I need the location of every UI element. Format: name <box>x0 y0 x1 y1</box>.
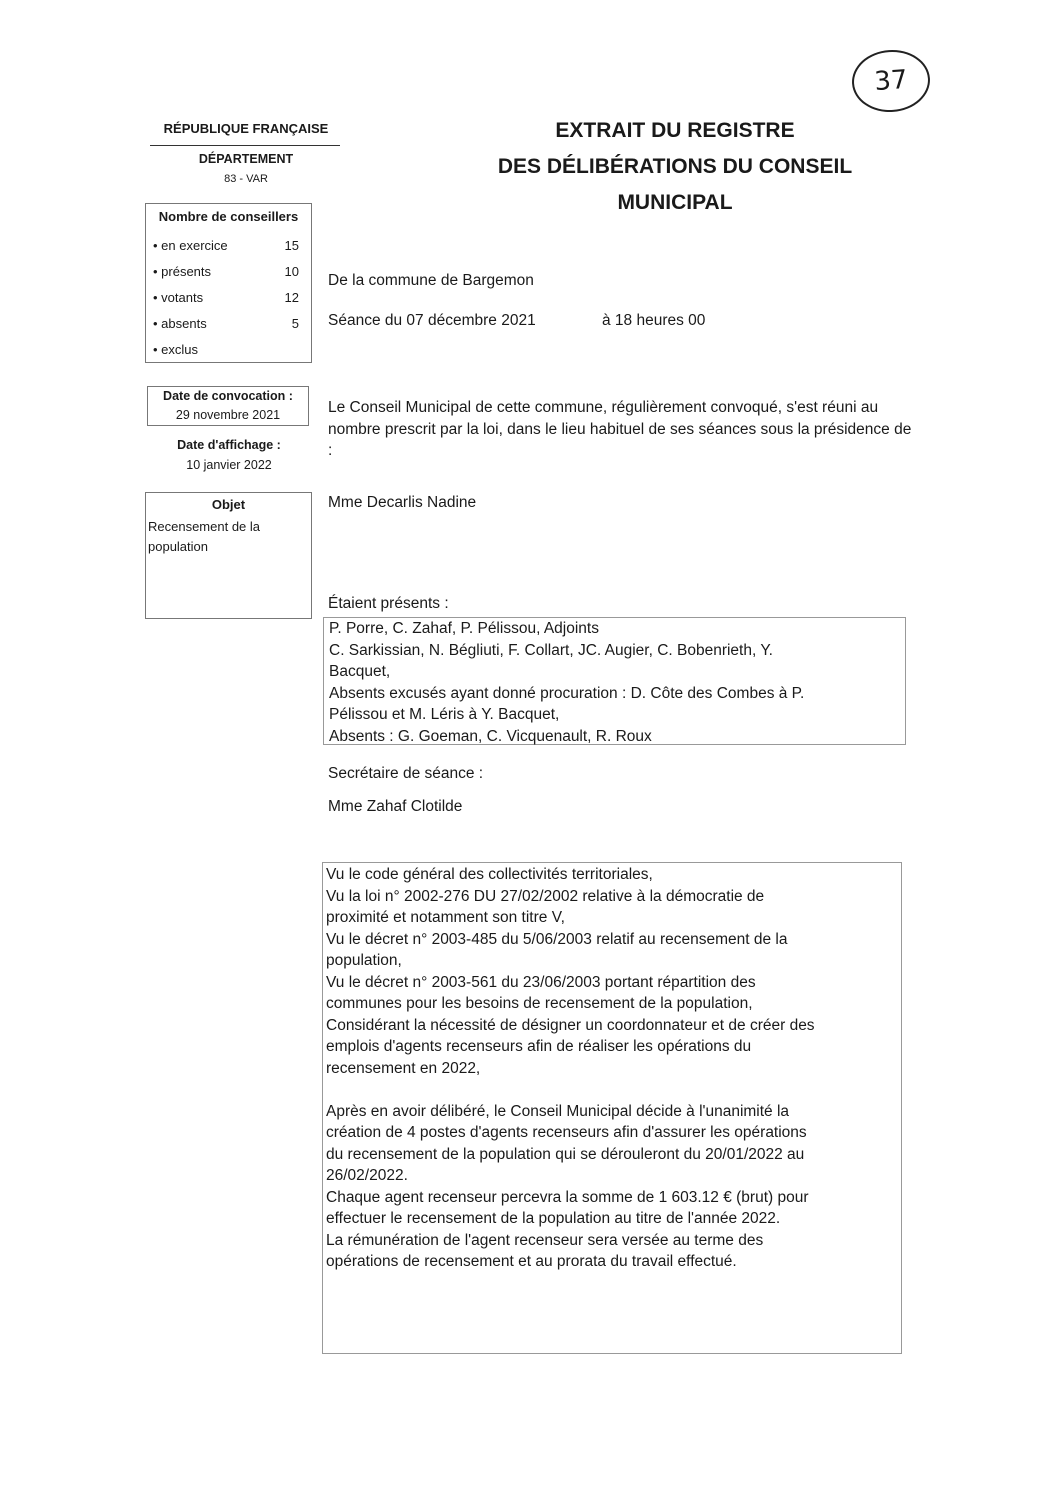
deliberation-line: Considérant la nécessité de désigner un coordonnateur et de créer des <box>326 1016 815 1034</box>
convocation-box <box>147 386 309 426</box>
seance-time: à 18 heures 00 <box>602 312 706 329</box>
deliberation-line: recensement en 2022, <box>326 1059 481 1077</box>
presents-line: Bacquet, <box>329 663 391 680</box>
council-row-label: • présents <box>153 264 212 279</box>
convocation-date: 29 novembre 2021 <box>175 408 281 422</box>
secretary-name: Mme Zahaf Clotilde <box>328 798 463 815</box>
presents-list <box>329 618 899 747</box>
document-title-line-1: EXTRAIT DU REGISTRE <box>555 119 795 142</box>
secretary-label: Secrétaire de séance : <box>328 765 484 782</box>
deliberation-line: Vu le code général des collectivités territoriales, <box>326 866 653 883</box>
council-row-exercice <box>153 238 299 256</box>
council-count-heading: Nombre de conseillers <box>158 209 299 224</box>
council-row-value: 15 <box>284 238 299 253</box>
decision-line: La rémunération de l'agent recenseur sera versée au terme des <box>326 1231 764 1249</box>
decision-line: 26/02/2022. <box>326 1167 408 1184</box>
decision-line: création de 4 postes d'agents recenseurs afin d'assurer les opérations <box>326 1124 807 1141</box>
council-row-label: • absents <box>153 316 207 331</box>
deliberation-box <box>322 862 902 1354</box>
deliberation-line: Vu le décret n° 2003-561 du 23/06/2003 portant répartition des <box>326 973 756 991</box>
council-row-label: • exclus <box>153 342 199 357</box>
council-row-label: • en exercice <box>153 238 228 253</box>
commune-line: De la commune de Bargemon <box>328 272 534 289</box>
deliberation-line: Vu la loi n° 2002-276 DU 27/02/2002 relative à la démocratie de <box>326 887 765 905</box>
header-divider <box>150 145 340 146</box>
republic-label: RÉPUBLIQUE FRANÇAISE <box>163 121 329 136</box>
council-row-value: 10 <box>284 264 299 279</box>
deliberation-line: Vu le décret n° 2003-485 du 5/06/2003 relatif au recensement de la <box>326 930 788 948</box>
presents-line: Absents excusés ayant donné procuration : D. Côte des Combes à P. <box>329 684 805 702</box>
presents-box <box>323 617 906 745</box>
paragraph-gap <box>326 1079 896 1101</box>
council-row-absents <box>153 316 299 334</box>
objet-text: Recensement de la population <box>148 519 261 554</box>
presents-line: C. Sarkissian, N. Bégliuti, F. Collart, JC. Augier, C. Bobenrieth, Y. <box>329 641 773 659</box>
presents-line: P. Porre, C. Zahaf, P. Pélissou, Adjoints <box>329 620 599 637</box>
decision-line: opérations de recensement et au prorata du travail effectué. <box>326 1253 737 1270</box>
decision-line: du recensement de la population qui se dérouleront du 20/01/2022 au <box>326 1145 805 1163</box>
presents-label: Étaient présents : <box>328 595 449 612</box>
council-row-value: 12 <box>284 290 299 305</box>
decision-line: Chaque agent recenseur percevra la somme de 1 603.12 € (brut) pour <box>326 1188 809 1206</box>
affichage-label: Date d'affichage : <box>177 438 281 452</box>
intro-paragraph: Le Conseil Municipal de cette commune, régulièrement convoqué, s'est réuni au nombre prescrit par la loi, dans le lieu habituel de ses séances sous la présidence de : <box>328 399 912 459</box>
deliberation-line: population, <box>326 952 402 969</box>
department-code: 83 - VAR <box>224 173 268 185</box>
page-number-stamp: 37 <box>850 47 932 114</box>
council-row-exclus <box>153 342 299 360</box>
deliberation-line: emplois d'agents recenseurs afin de réaliser les opérations du <box>326 1038 752 1055</box>
objet-heading: Objet <box>211 497 246 512</box>
deliberation-text <box>326 864 896 1273</box>
presents-line: Pélissou et M. Léris à Y. Bacquet, <box>329 706 560 723</box>
affichage-date: 10 janvier 2022 <box>186 458 272 472</box>
document-title-line-2: DES DÉLIBÉRATIONS DU CONSEIL <box>497 155 853 178</box>
department-label: DÉPARTEMENT <box>198 152 294 166</box>
presents-line: Absents : G. Goeman, C. Vicquenault, R. Roux <box>329 727 652 745</box>
president-name: Mme Decarlis Nadine <box>328 494 477 511</box>
council-row-value: 5 <box>291 316 299 331</box>
document-title-line-3: MUNICIPAL <box>617 191 733 214</box>
decision-line: Après en avoir délibéré, le Conseil Municipal décide à l'unanimité la <box>326 1102 790 1120</box>
council-row-presents <box>153 264 299 282</box>
decision-line: effectuer le recensement de la population au titre de l'année 2022. <box>326 1210 781 1227</box>
seance-date: Séance du 07 décembre 2021 <box>328 312 536 329</box>
objet-box <box>145 492 312 619</box>
deliberation-line: proximité et notamment son titre V, <box>326 909 565 926</box>
council-count-box <box>145 203 312 363</box>
convocation-label: Date de convocation : <box>163 389 293 403</box>
council-row-label: • votants <box>153 290 204 305</box>
deliberation-line: communes pour les besoins de recensement de la population, <box>326 995 753 1012</box>
council-row-votants <box>153 290 299 308</box>
